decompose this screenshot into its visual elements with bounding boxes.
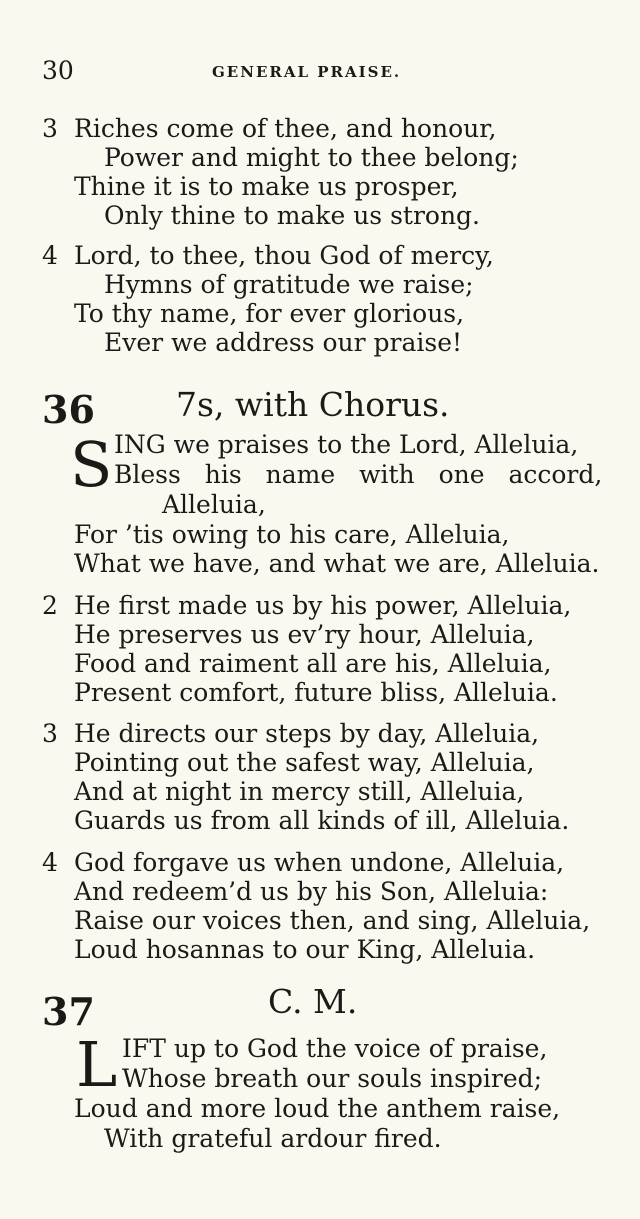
hymn-number: 36 (42, 387, 95, 432)
verse-line: And at night in mercy still, Alleluia, (74, 777, 525, 806)
verse-line: Alleluia, (162, 490, 266, 519)
hymn-number: 37 (42, 989, 95, 1034)
page-header (42, 56, 610, 88)
drop-cap: S (70, 428, 113, 501)
verse-line: With grateful ardour fired. (104, 1124, 442, 1153)
stanza-number: 4 (42, 241, 58, 270)
page-number: 30 (42, 56, 74, 85)
verse-line: ING we praises to the Lord, Alleluia, (114, 430, 579, 459)
verse-line: For ’tis owing to his care, Alleluia, (74, 520, 510, 549)
verse-line: Hymns of gratitude we raise; (104, 270, 474, 299)
verse-line: To thy name, for ever glorious, (74, 299, 465, 328)
verse-line: Loud and more loud the anthem raise, (74, 1094, 561, 1123)
verse-line: He first made us by his power, Alleluia, (74, 591, 572, 620)
stanza-number: 4 (42, 848, 58, 877)
verse-line: Lord, to thee, thou God of mercy, (74, 241, 494, 270)
verse-line: He directs our steps by day, Alleluia, (74, 719, 540, 748)
running-head: GENERAL PRAISE. (212, 63, 402, 81)
stanza-number: 3 (42, 719, 58, 748)
verse-line: Thine it is to make us prosper, (74, 172, 459, 201)
verse-line: Power and might to thee belong; (104, 143, 519, 172)
verse-line: Present comfort, future bliss, Alleluia. (74, 678, 558, 707)
verse-line: Bless his name with one accord, (114, 460, 603, 489)
verse-line: IFT up to God the voice of praise, (122, 1034, 548, 1063)
hymn-meter: 7s, with Chorus. (176, 385, 450, 424)
stanza-number: 3 (42, 114, 58, 143)
drop-cap: L (76, 1028, 118, 1101)
verse-line: Food and raiment all are his, Alleluia, (74, 649, 552, 678)
stanza-number: 2 (42, 591, 58, 620)
verse-line: Loud hosannas to our King, Alleluia. (74, 935, 536, 964)
verse-line: Pointing out the safest way, Alleluia, (74, 748, 535, 777)
verse-line: Ever we address our praise! (104, 328, 463, 357)
hymn-meter: C. M. (268, 982, 358, 1021)
verse-line: He preserves us ev’ry hour, Alleluia, (74, 620, 535, 649)
verse-line: Raise our voices then, and sing, Alleluia, (74, 906, 591, 935)
verse-line: And redeem’d us by his Son, Alleluia: (74, 877, 549, 906)
verse-line: Riches come of thee, and honour, (74, 114, 497, 143)
verse-line: God forgave us when undone, Alleluia, (74, 848, 565, 877)
verse-line: Guards us from all kinds of ill, Alleluia. (74, 806, 570, 835)
verse-line: Whose breath our souls inspired; (122, 1064, 543, 1093)
verse-line: What we have, and what we are, Alleluia. (74, 549, 600, 578)
verse-line: Only thine to make us strong. (104, 201, 481, 230)
